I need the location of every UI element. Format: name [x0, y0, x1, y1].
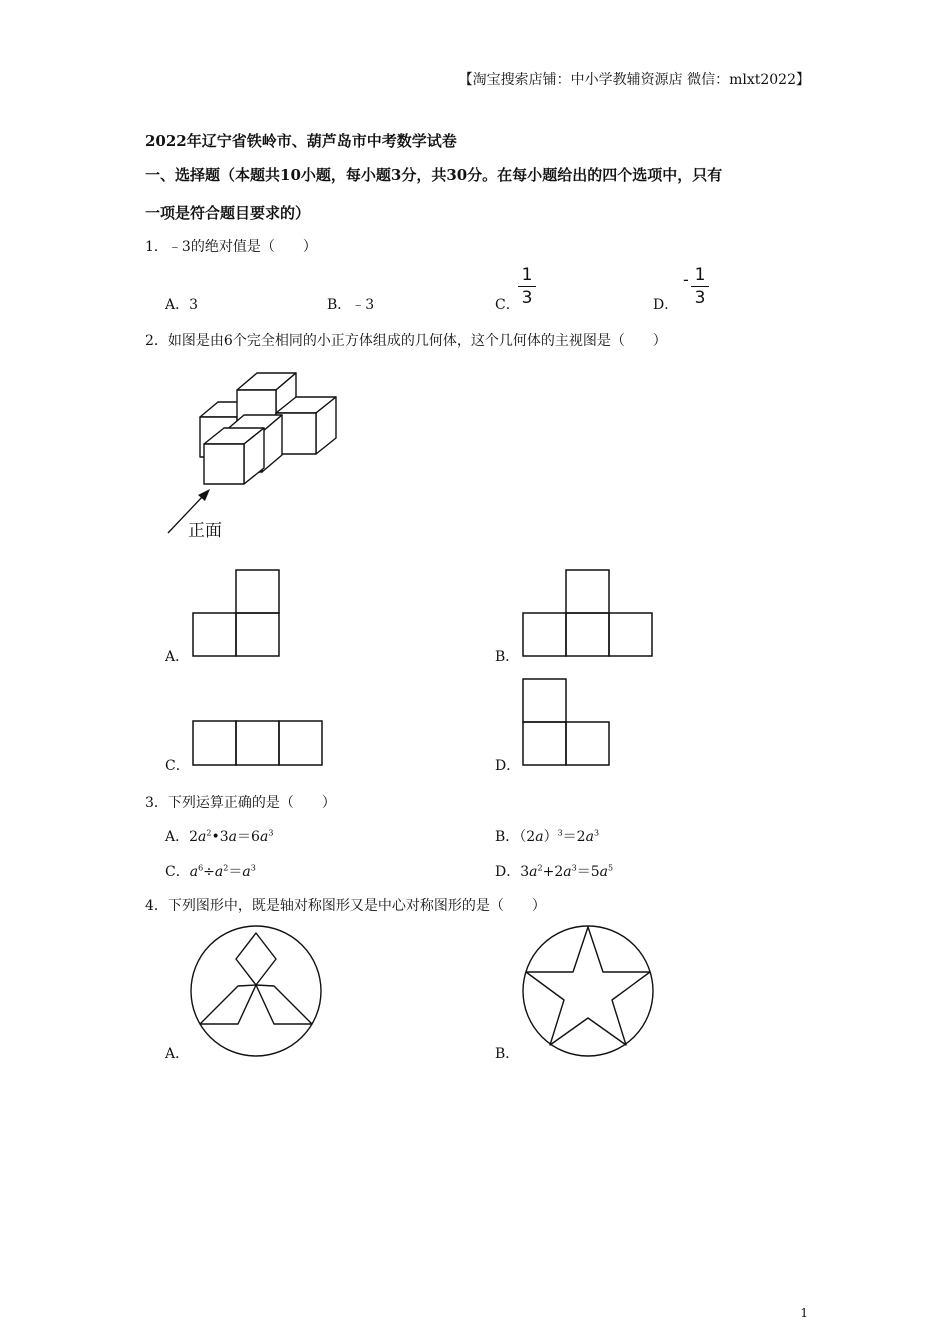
- q4-option-a-label[interactable]: A．: [165, 1046, 190, 1062]
- q3-a-var: a: [228, 829, 238, 845]
- q3-d-var: a: [529, 864, 538, 880]
- q2-option-b-figure: [520, 568, 656, 660]
- page-number: 1: [800, 1306, 808, 1320]
- q3-b-var: a: [535, 829, 544, 845]
- exam-title: 2022年辽宁省铁岭市、葫芦岛市中考数学试卷: [145, 132, 457, 150]
- q1-option-d-sign: -: [683, 270, 689, 289]
- q3-d-var: a: [563, 864, 572, 880]
- q3-a-term: •3: [211, 829, 229, 845]
- fraction-bar: [691, 286, 709, 287]
- q2-option-c-label[interactable]: C．: [165, 758, 190, 774]
- q3-option-a-label: A．: [165, 829, 190, 845]
- q3-option-c-label: C．: [165, 864, 190, 880]
- q3-b-term: ＝2: [562, 829, 586, 845]
- q3-b-term: （2: [519, 829, 536, 845]
- section-heading-line1: 一、选择题（本题共10小题，每小题3分，共30分。在每小题给出的四个选项中，只有: [145, 166, 723, 184]
- q3-d-term: 3: [520, 864, 530, 880]
- q3-c-var: a: [189, 864, 199, 880]
- q3-c-var: a: [214, 864, 224, 880]
- q3-option-b[interactable]: [495, 826, 599, 846]
- q3-d-exp: 5: [607, 863, 614, 873]
- question-1-stem: 1．﹣3的绝对值是（ ）: [145, 239, 317, 255]
- question-2-stem: 2．如图是由6个完全相同的小正方体组成的几何体，这个几何体的主视图是（ ）: [145, 333, 667, 349]
- q3-a-exp: 2: [206, 828, 212, 838]
- q1-option-d-fraction: [691, 265, 709, 308]
- q1-option-a-label: A．: [165, 297, 190, 313]
- q3-a-var: a: [198, 829, 207, 845]
- q1-option-b[interactable]: [327, 294, 374, 314]
- q1-option-c-label[interactable]: C．: [495, 297, 520, 313]
- q3-b-var: a: [585, 829, 594, 845]
- q2-option-a-label[interactable]: A．: [165, 649, 190, 665]
- q1-option-a-text: 3: [189, 297, 199, 313]
- q3-option-b-label: B．: [495, 829, 520, 845]
- q1-option-d-denominator: 3: [694, 288, 706, 308]
- q3-d-var: a: [599, 864, 608, 880]
- q1-option-b-text: ﹣3: [351, 297, 375, 313]
- q3-option-d[interactable]: [495, 861, 613, 881]
- q3-d-exp: 3: [571, 863, 577, 873]
- q3-c-term: ÷: [203, 864, 215, 880]
- q3-d-term: ＝5: [576, 864, 600, 880]
- q3-b-term: ）: [543, 829, 558, 845]
- q4-option-b-label[interactable]: B．: [495, 1046, 520, 1062]
- q1-option-b-label: B．: [327, 297, 352, 313]
- q3-option-c[interactable]: [165, 861, 256, 881]
- q2-option-d-figure: [520, 677, 612, 769]
- q3-c-exp: 3: [250, 863, 256, 873]
- q1-option-d-numerator: 1: [694, 265, 706, 285]
- q2-option-b-label[interactable]: B．: [495, 649, 520, 665]
- section-heading-line2: 一项是符合题目要求的）: [145, 204, 311, 222]
- q3-b-exp: 3: [557, 828, 563, 838]
- q3-a-term: 2: [189, 829, 199, 845]
- q3-a-exp: 3: [268, 828, 274, 838]
- q1-option-c-denominator: 3: [521, 288, 533, 308]
- q1-option-c-fraction: [518, 265, 536, 308]
- q3-c-exp: 2: [223, 863, 229, 873]
- q3-c-term: ＝: [228, 864, 243, 880]
- front-view-label: 正面: [188, 521, 222, 541]
- q3-c-exp: 6: [198, 863, 204, 873]
- q1-option-d-label[interactable]: D．: [653, 297, 679, 313]
- q3-d-term: +2: [542, 864, 564, 880]
- q3-c-var: a: [242, 864, 251, 880]
- q1-option-a[interactable]: [165, 294, 198, 314]
- q3-a-var: a: [259, 829, 269, 845]
- q2-option-a-figure: [190, 568, 282, 660]
- q3-a-term: ＝6: [237, 829, 260, 845]
- question-3-stem: 3．下列运算正确的是（ ）: [145, 795, 336, 811]
- q3-d-exp: 2: [537, 863, 543, 873]
- q3-option-a[interactable]: [165, 826, 273, 846]
- q4-option-b-star-in-circle: [518, 925, 658, 1060]
- fraction-bar: [518, 286, 536, 287]
- question-4-stem: 4．下列图形中，既是轴对称图形又是中心对称图形的是（ ）: [145, 898, 546, 914]
- page-header: 【淘宝搜索店铺：中小学教辅资源店 微信：mlxt2022】: [458, 72, 810, 88]
- q2-option-c-figure: [190, 718, 326, 768]
- q4-option-a-three-diamond-logo: [188, 925, 328, 1060]
- q3-b-exp: 3: [593, 828, 600, 838]
- q3-option-d-label: D．: [495, 864, 521, 880]
- q1-option-c-numerator: 1: [521, 265, 533, 285]
- q2-option-d-label[interactable]: D．: [495, 758, 521, 774]
